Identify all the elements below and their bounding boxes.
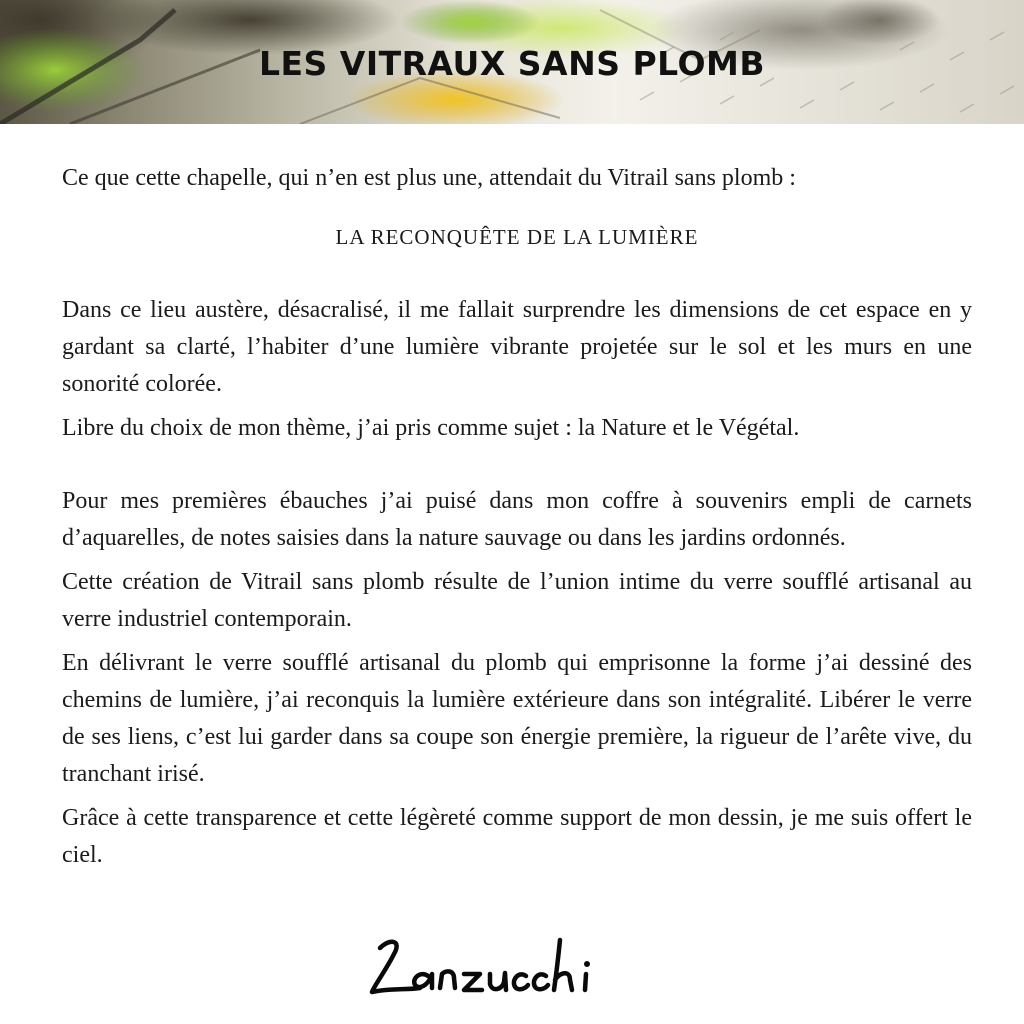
- paragraph-ebauches: Pour mes premières ébauches j’ai puisé dans mon coffre à souvenirs empli de carnets d’aquarelles, de notes saisies dans la nature sauvage ou dans les jardins ordonnés.: [62, 488, 972, 551]
- paragraph-delivrant: En délivrant le verre soufflé artisanal du plomb qui emprisonne la forme j’ai dessiné des chemins de lumière, j’ai reconquis la lumière extérieure dans son intégralité. Libérer le verre de ses liens, c’est lui garder dans sa coupe son énergie première, la rigueur de l’arête vive, du tranchant irisé.: [62, 650, 972, 787]
- page-title: LES VITRAUX SANS PLOMB: [258, 44, 766, 83]
- section-heading: LA RECONQUÊTE DE LA LUMIÈRE: [335, 225, 699, 249]
- paragraph-theme: Libre du choix de mon thème, j’ai pris comme sujet : la Nature et le Végétal.: [62, 415, 800, 441]
- paragraph-creation: Cette création de Vitrail sans plomb résulte de l’union intime du verre soufflé artisanal au verre industriel contemporain.: [62, 569, 972, 632]
- handwritten-signature: [360, 930, 630, 1010]
- header-banner: [0, 0, 1024, 124]
- document-body: [62, 160, 972, 874]
- intro-text: Ce que cette chapelle, qui n’en est plus une, attendait du Vitrail sans plomb :: [62, 165, 796, 191]
- paragraph-lieu: Dans ce lieu austère, désacralisé, il me fallait surprendre les dimensions de cet espace en y gardant sa clarté, l’habiter d’une lumière vibrante projetée sur le sol et les murs en une sonorité colorée.: [62, 297, 972, 397]
- paragraph-grace: Grâce à cette transparence et cette légèreté comme support de mon dessin, je me suis offert le ciel.: [62, 805, 972, 868]
